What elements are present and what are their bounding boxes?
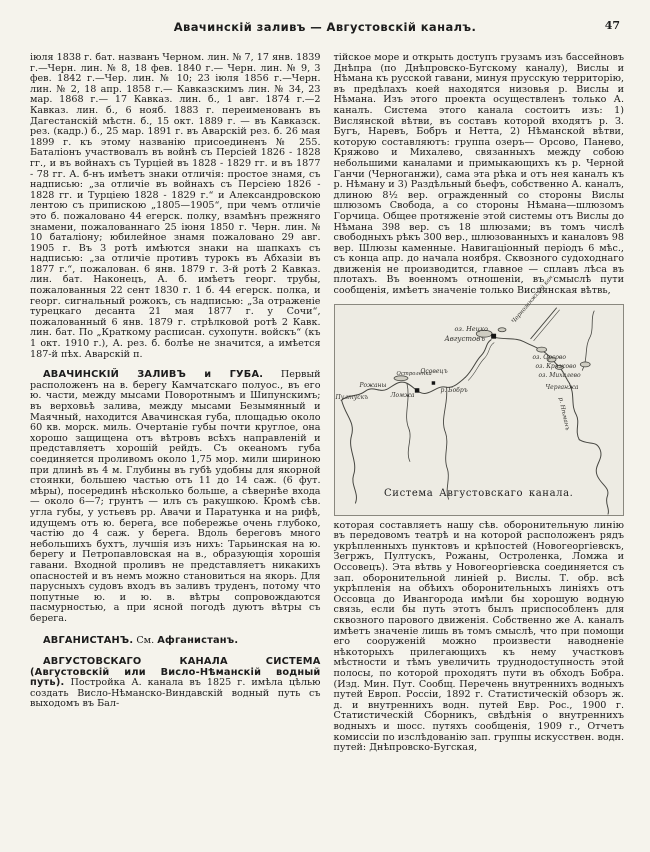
entry-avganistan — [30, 636, 321, 647]
entry-heading-avgustovsky: АВГУСТОВСКАГО КАНАЛА СИСТЕМА (Августовскій или Висло-Нѣманскій водный путь). — [30, 656, 321, 689]
entry-cross-reference: Афганистанъ. — [157, 635, 239, 647]
entry-avachinsky — [30, 370, 321, 624]
entry-text-avgustovsky: Постройка А. канала въ 1825 г. имѣла цѣлью создать Висло-Нѣманско-Виндавскій водный путь съ выходомъ въ Бал- — [30, 677, 321, 710]
paragraph-canal-system-top: тійское море и открыть доступъ грузамъ изъ бассейновъ Днѣпра (по Днѣпровско-Бугскому каналу), Вислы и Нѣмана къ русской гавани, минуя прусскую территорію, въ предѣлахъ коей находятся низовья р. Вислы и Нѣмана. Изъ этого проекта осуществленъ только А. каналъ. Система этого канала состоитъ изъ: 1) Вислянской вѣтви, въ составъ которой входятъ р. З. Бугъ, Наревъ, Бобръ и Нетта, 2) Нѣманской вѣтви, которую составляютъ: группа озеръ— Орсово, Панево, Кряжово и Михалево, связанныхъ между собою небольшими каналами и примыкающихъ къ р. Черной Ганчи (Черноганжи), сама эта рѣка и отъ нея каналъ къ р. Нѣману и 3) Раздѣльный бьефъ, собственно А. каналъ, длиною 8½ вер. огражденный со стороны Вислы шлюзомъ Свобода, а со стороны Нѣмана—шлюзомъ Горчица. Общее протяженіе этой системы отъ Вислы до Нѣмана 398 вер. съ 18 шлюзами; въ томъ числѣ свободныхъ рѣкъ 300 вер., шлюзованныхъ и каналовъ 98 вер. Шлюзы каменные. Навигаціонный періодъ 6 мѣс., съ конца апр. до начала ноября. Сквозного судоходнаго движенія не производится, главное — сплавъ лѣса въ плотахъ. Въ военномъ отношеніи, въ смыслѣ пути сообщенія, имѣетъ значеніе только Вислянская вѣтвь, — [333, 52, 624, 297]
map-label-river-bobr: р. Бобръ — [440, 386, 468, 394]
entry-heading-avachinsky: АВАЧИНСКІЙ ЗАЛИВЪ и ГУБА. — [43, 369, 264, 381]
page-title: Авачинскій заливъ — Августовскій каналъ. — [173, 20, 477, 34]
map-label-osovets: Осовецъ — [420, 367, 448, 375]
page-number: 47 — [604, 19, 620, 32]
map-label-rozhany: Рожаны — [359, 381, 387, 389]
paragraph-canal-system-bottom: которая составляетъ нашу сѣв. оборонительную линію въ передовомъ театрѣ и на которой расположенъ рядъ укрѣпленныхъ пунктовъ и крѣпостей (Новогеоргіевскъ, Зегржъ, Пултускъ, Рожаны, Остроленка, Ломжа и Оссовецъ). Эта вѣтвь у Новогеоргіевска соединяется съ зап. оборонительной линіей р. Вислы. Т. обр. всѣ укрѣпленія на обѣихъ оборонительныхъ линіяхъ отъ Оссовца до Ивангорода имѣли бы хорошую водную связь, если бы путь этотъ былъ приспособленъ для сквозного парового движенія. Собственно же А. каналъ имѣетъ значеніе лишь въ томъ смыслѣ, что при помощи его сооруженій можно произвести наводненіе нѣкоторыхъ прилегающихъ къ нему участковъ мѣстности и тѣмъ увеличить труднодоступность этой полосы, по которой проходятъ пути въ обходъ Бобра. (Изд. Мин. Пут. Сообщ. Перечень внутреннихъ водныхъ путей Европ. Россіи, 1892 г. Статистическій обзоръ ж. д. и внутреннихъ водн. путей Евр. Рос., 1900 г. Статистическій Сборникъ, свѣдѣнія о внутреннихъ водныхъ и шосс. путяхъ сообщенія, 1909 г., Отчетъ комиссіи по изслѣдованію зап. группы искусствен. водн. путей: Днѣпровско-Бугская, — [333, 519, 624, 754]
map-caption: Система Августовскаго канала. — [384, 487, 574, 499]
paragraph-avarsky-battalion: іюля 1838 г. бат. названъ Черном. лин. № 7, 17 янв. 1839 г.—Черн. лин. № 8, 18 фев. 1840 г.— Черн. лин. № 9, 3 фев. 1842 г.—Чер. лин. № 10; 23 іюля 1856 г.—Черн. лин. № 2, 18 апр. 1858 г.— Кавказскимъ лин. № 34, 23 мар. 1868 г.— 17 Кавказ. лин. б., 1 авг. 1874 г.—2 Кавказ. лин. б., 6 нояб. 1883 г. переименованъ въ Дагестанскій мѣстн. б., 15 окт. 1889 г. — въ Кавказск. рез. (кадр.) б., 25 мар. 1891 г. въ Аварскій рез. б. 26 мая 1899 г. къ этому названію присоединенъ № 255. Баталіонъ участвовалъ въ войнѣ съ Персіей 1826 - 1828 гг., и въ войнахъ съ Турціей въ 1828 - 1829 гг. и въ 1877 - 78 гг. А. б-нъ имѣетъ знаки отличія: простое знамя, съ надписью: „за отличіе въ войнахъ съ Персіею 1826 - 1828 гг. и Турціею 1828 - 1829 г.“ и Александровскою лентою съ припискою „1805—1905“, при чемъ отличіе это б. пожаловано 44 егерск. полку, взамѣнъ прежняго знамени, пожалованнаго 25 іюня 1850 г. Черн. лин. № 10 баталіону; юбилейное знамя пожаловано 29 авг. 1905 г. Въ 3 ротѣ имѣются знаки на шапкахъ съ надписью: „за отличіе противъ турокъ въ Абхазіи въ 1877 г.“, пожалован. 6 янв. 1879 г. 3-й ротѣ 2 Кавказ. лин. бат. Наконецъ, А. б. имѣетъ георг. трубы, пожалованныя 22 сент 1830 г. 1 б. 44 егерск. полка, и георг. сигнальный рожокъ, съ надписью: „За отраженіе турецкаго десанта 21 мая 1877 г. у Сочи“, пожалованный 6 янв. 1879 г. стрѣлковой ротѣ 2 Кавк. лин. бат. По „Краткому расписан. сухопутн. войскъ“ (къ 1 окт. 1910 г.), А. рез. б. болѣе не значится, а имѣется 187-й пѣх. Аварскій п. — [30, 52, 321, 360]
right-column — [334, 53, 625, 754]
entry-text-avachinsky: Первый расположенъ на в. берегу Камчатскаго полуос., въ его ю. части, между мысами Поворотнымъ и Шипунскимъ; въ верховьѣ залива, между мысами Безымянный и Маячный, находится Авачинская губа, площадью около 60 кв. морск. миль. Очертаніе губы почти круглое, она хорошо защищена отъ вѣтровъ всѣхъ направленій и представляетъ хорошій рейдъ. Съ океаномъ губа соединяется проливомъ около 1,75 мор. мили шириною при длинѣ въ 4 м. Глубины въ губѣ удобны для якорной стоянки, большею частью отъ 11 до 14 саж. (6 фут. мѣры), посерединѣ нѣсколько больше, а сѣвернѣе входа— около 6—7; грунтъ — илъ съ ракушкою. Кромѣ сѣв. угла губы, у устьевъ рр. Авачи и Паратунка и на рифѣ, идущемъ отъ ю. берега, все побережье очень глубоко, частію до 4 саж. у берега. Вдоль береговъ много небольшихъ бухтъ, лучшія изъ нихъ: Тарьинская на ю. берегу и Петропавловская на в., образующія хорошія гавани. Входной проливъ не представляетъ никакихъ опасностей и въ немъ можно становиться на якорь. Для парусныхъ судовъ входъ въ заливъ труденъ, потому что попутные ю. и ю. в. вѣтры сопровождаются пасмурностью, а при ясной погодѣ дуютъ вѣтры съ берега. — [30, 369, 321, 624]
map-label-pultusk: Пултускъ — [335, 393, 369, 401]
map-label-lake-necko: оз. Нецко — [454, 324, 488, 333]
map-label-canal-diagonal: Черноганжскій кан. — [510, 272, 556, 325]
map-label-ostrolenka: Остроленка — [396, 370, 432, 377]
left-column — [30, 53, 321, 754]
canal-map-figure — [334, 272, 625, 516]
running-head — [0, 0, 650, 44]
entry-avgustovsky-canal — [30, 657, 321, 710]
two-column-text — [0, 44, 650, 754]
map-label-lomzha: Ломжа — [390, 391, 415, 399]
map-label-lake-kryazhovo: оз. Кряжово — [535, 362, 577, 370]
map-label-lake-orsovo: оз. Орсово — [532, 353, 567, 361]
entry-heading-avganistan: АВГАНИСТАНЪ. — [43, 635, 134, 647]
map-label-augustow: Августовъ — [444, 334, 485, 343]
entry-see-label: См. — [136, 635, 155, 647]
map-label-lake-mikhalevo: оз. Михалево — [538, 371, 581, 379]
map-label-cherganzha: Черганжа — [545, 383, 579, 391]
map-label-river-neman: р. Нѣманъ — [556, 396, 570, 431]
